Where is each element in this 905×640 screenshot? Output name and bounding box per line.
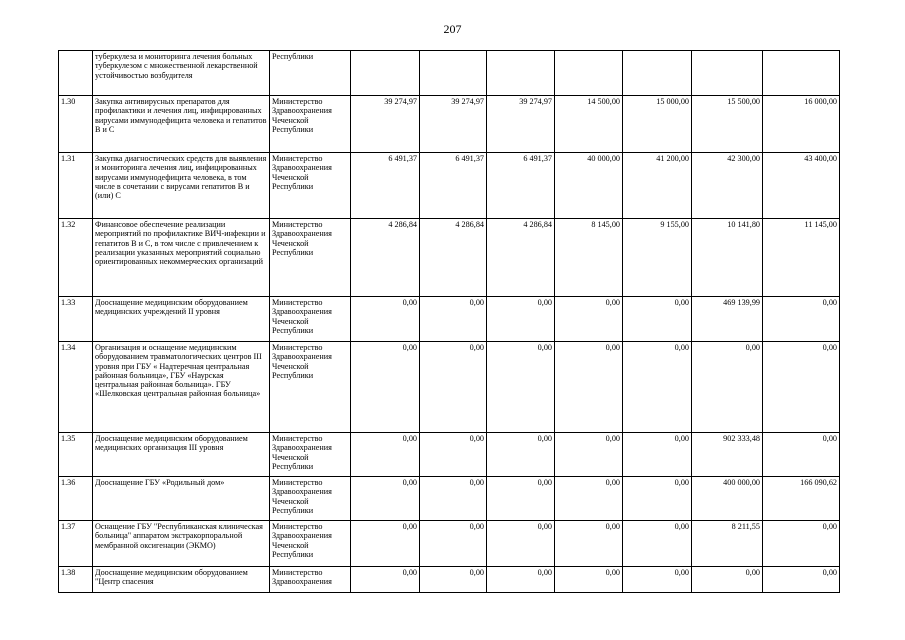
- executor-cell: Республики: [270, 51, 351, 96]
- table-row: [59, 477, 840, 521]
- value-cell: 0,00: [420, 477, 487, 521]
- value-cell: 39 274,97: [487, 96, 555, 153]
- value-cell: 41 200,00: [623, 153, 692, 219]
- row-number-cell: 1.31: [59, 153, 93, 219]
- value-cell: 4 286,84: [420, 219, 487, 297]
- value-cell: 16 000,00: [763, 96, 840, 153]
- value-cell: [420, 51, 487, 96]
- value-cell: 0,00: [420, 521, 487, 567]
- value-cell: 8 145,00: [555, 219, 623, 297]
- value-cell: [623, 51, 692, 96]
- value-cell: 0,00: [351, 567, 420, 593]
- value-cell: 0,00: [351, 433, 420, 477]
- value-cell: 15 000,00: [623, 96, 692, 153]
- value-cell: 0,00: [487, 521, 555, 567]
- value-cell: 0,00: [487, 567, 555, 593]
- value-cell: 0,00: [763, 342, 840, 433]
- value-cell: 15 500,00: [692, 96, 763, 153]
- value-cell: 39 274,97: [351, 96, 420, 153]
- value-cell: 0,00: [623, 342, 692, 433]
- value-cell: 0,00: [623, 433, 692, 477]
- budget-table: [58, 50, 840, 593]
- executor-cell: Министерство Здравоохранения: [270, 567, 351, 593]
- value-cell: [555, 51, 623, 96]
- value-cell: 0,00: [420, 567, 487, 593]
- value-cell: 0,00: [487, 342, 555, 433]
- value-cell: 8 211,55: [692, 521, 763, 567]
- value-cell: 0,00: [692, 567, 763, 593]
- value-cell: 0,00: [420, 342, 487, 433]
- value-cell: 0,00: [420, 433, 487, 477]
- value-cell: 39 274,97: [420, 96, 487, 153]
- value-cell: 40 000,00: [555, 153, 623, 219]
- value-cell: [351, 51, 420, 96]
- page-number: 207: [443, 22, 462, 36]
- value-cell: 0,00: [555, 567, 623, 593]
- measure-name-cell: Закупка диагностических средств для выявления и мониторинга лечения лиц, инфицированных вирусами иммунодефицита человека, в том числе в сочетании с вирусами гепатитов B и (или) C: [93, 153, 270, 219]
- measure-name-cell: Закупка антивирусных препаратов для профилактики и лечения лиц, инфицированных вирусами иммунодефицита человека и гепатитов B и C: [93, 96, 270, 153]
- value-cell: 14 500,00: [555, 96, 623, 153]
- value-cell: 0,00: [763, 521, 840, 567]
- executor-cell: Министерство Здравоохранения Чеченской Республики: [270, 521, 351, 567]
- table-row: [59, 297, 840, 342]
- row-number-cell: 1.32: [59, 219, 93, 297]
- value-cell: 0,00: [763, 433, 840, 477]
- row-number-cell: 1.38: [59, 567, 93, 593]
- value-cell: [692, 51, 763, 96]
- measure-name-cell: Дооснащение медицинским оборудованием медицинских учреждений II уровня: [93, 297, 270, 342]
- value-cell: 6 491,37: [351, 153, 420, 219]
- value-cell: 4 286,84: [487, 219, 555, 297]
- value-cell: [487, 51, 555, 96]
- value-cell: 0,00: [623, 567, 692, 593]
- value-cell: 0,00: [487, 297, 555, 342]
- value-cell: 0,00: [351, 521, 420, 567]
- value-cell: 0,00: [351, 477, 420, 521]
- executor-cell: Министерство Здравоохранения Чеченской Республики: [270, 433, 351, 477]
- value-cell: 0,00: [623, 297, 692, 342]
- executor-cell: Министерство Здравоохранения Чеченской Республики: [270, 342, 351, 433]
- value-cell: 0,00: [555, 521, 623, 567]
- value-cell: 0,00: [351, 297, 420, 342]
- value-cell: 6 491,37: [487, 153, 555, 219]
- value-cell: 0,00: [351, 342, 420, 433]
- table-row: [59, 567, 840, 593]
- measure-name-cell: Организация и оснащение медицинским оборудованием травматологических центров III уровня при ГБУ « Надтеречная центральная районная больница», ГБУ «Наурская центральная районная больница». ГБУ «Шелковская центральная районная больница»: [93, 342, 270, 433]
- table-row: [59, 219, 840, 297]
- value-cell: 469 139,99: [692, 297, 763, 342]
- executor-cell: Министерство Здравоохранения Чеченской Республики: [270, 219, 351, 297]
- measure-name-cell: туберкулеза и мониторинга лечения больных туберкулезом с множественной лекарственной устойчивостью возбудителя: [93, 51, 270, 96]
- value-cell: 6 491,37: [420, 153, 487, 219]
- executor-cell: Министерство Здравоохранения Чеченской Республики: [270, 297, 351, 342]
- table-body: [59, 51, 840, 593]
- value-cell: 0,00: [555, 477, 623, 521]
- measure-name-cell: Оснащение ГБУ "Республиканская клиническая больница" аппаратом экстракорпоральной мембранной оксигенации (ЭКМО): [93, 521, 270, 567]
- table-row: [59, 342, 840, 433]
- value-cell: 400 000,00: [692, 477, 763, 521]
- value-cell: 0,00: [487, 433, 555, 477]
- row-number-cell: [59, 51, 93, 96]
- table-row: [59, 153, 840, 219]
- measure-name-cell: Дооснащение медицинским оборудованием медицинских организация III уровня: [93, 433, 270, 477]
- row-number-cell: 1.35: [59, 433, 93, 477]
- executor-cell: Министерство Здравоохранения Чеченской Республики: [270, 96, 351, 153]
- value-cell: 0,00: [763, 567, 840, 593]
- value-cell: 0,00: [555, 342, 623, 433]
- value-cell: 10 141,80: [692, 219, 763, 297]
- row-number-cell: 1.33: [59, 297, 93, 342]
- value-cell: 0,00: [555, 297, 623, 342]
- table-row: [59, 51, 840, 96]
- executor-cell: Министерство Здравоохранения Чеченской Республики: [270, 153, 351, 219]
- measure-name-cell: Дооснащение ГБУ «Родильный дом»: [93, 477, 270, 521]
- value-cell: 0,00: [763, 297, 840, 342]
- value-cell: 43 400,00: [763, 153, 840, 219]
- table-row: [59, 433, 840, 477]
- value-cell: 0,00: [555, 433, 623, 477]
- row-number-cell: 1.37: [59, 521, 93, 567]
- value-cell: 0,00: [692, 342, 763, 433]
- value-cell: 0,00: [623, 521, 692, 567]
- value-cell: 4 286,84: [351, 219, 420, 297]
- measure-name-cell: Финансовое обеспечение реализации мероприятий по профилактике ВИЧ-инфекции и гепатитов B и C, в том числе с привлечением к реализации указанных мероприятий социально ориентированных некоммерческих организаций: [93, 219, 270, 297]
- row-number-cell: 1.30: [59, 96, 93, 153]
- value-cell: 11 145,00: [763, 219, 840, 297]
- value-cell: 902 333,48: [692, 433, 763, 477]
- measure-name-cell: Дооснащение медицинским оборудованием "Центр спасения: [93, 567, 270, 593]
- value-cell: 0,00: [623, 477, 692, 521]
- value-cell: 42 300,00: [692, 153, 763, 219]
- row-number-cell: 1.34: [59, 342, 93, 433]
- value-cell: 0,00: [420, 297, 487, 342]
- table-row: [59, 521, 840, 567]
- value-cell: 0,00: [487, 477, 555, 521]
- value-cell: [763, 51, 840, 96]
- row-number-cell: 1.36: [59, 477, 93, 521]
- value-cell: 9 155,00: [623, 219, 692, 297]
- table-row: [59, 96, 840, 153]
- executor-cell: Министерство Здравоохранения Чеченской Республики: [270, 477, 351, 521]
- value-cell: 166 090,62: [763, 477, 840, 521]
